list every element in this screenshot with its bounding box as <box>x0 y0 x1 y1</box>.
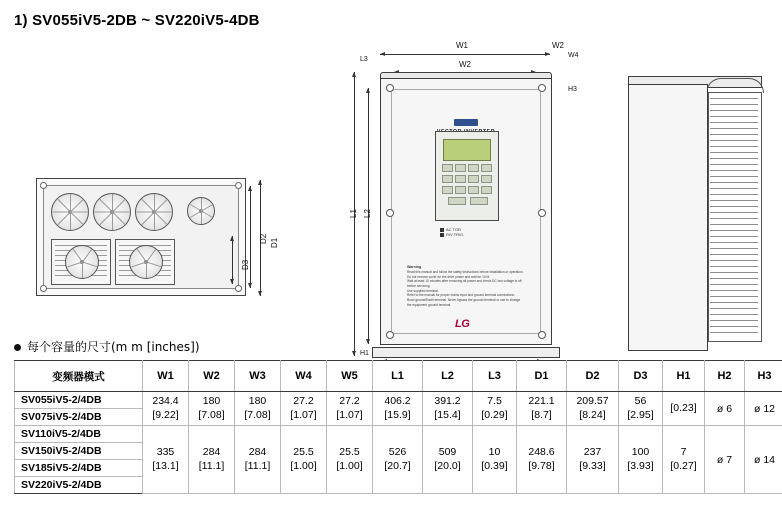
cell-d1: 248.6 [9.78] <box>517 426 567 494</box>
cell-h1: 7 [0.27] <box>663 426 705 494</box>
dim-label-w4: W4 <box>568 52 579 59</box>
warning-title: Warning <box>407 265 422 269</box>
col-header-d3: D3 <box>619 361 663 392</box>
dim-label-d3: D3 <box>241 259 250 270</box>
table-caption-text: 每个容量的尺寸(m m [inches]) <box>27 340 200 354</box>
dim-line-w1 <box>380 54 550 55</box>
cell-w1: 234.4 [9.22] <box>143 392 189 426</box>
col-header-d1: D1 <box>517 361 567 392</box>
cell-w2: 284 [11.1] <box>189 426 235 494</box>
front-view-base-bracket <box>372 347 560 358</box>
cell-l3: 10 [0.39] <box>473 426 517 494</box>
cooling-fan-icon <box>129 245 163 279</box>
dim-label-l3: L3 <box>360 56 368 63</box>
dim-label-h1: H1 <box>360 350 369 357</box>
dim-line-d3 <box>232 236 233 284</box>
cell-w1: 335 [13.1] <box>143 426 189 494</box>
warning-label <box>407 265 525 307</box>
bullet-icon <box>14 344 21 351</box>
warning-line: Refer to the manual for proper mains input and ground terminal connections. <box>407 293 515 298</box>
model-name: SV055iV5-2/4DB <box>15 392 143 409</box>
cell-w5: 27.2 [1.07] <box>327 392 373 426</box>
front-view-drawing <box>349 41 582 358</box>
cell-l1: 526 [20.7] <box>373 426 423 494</box>
col-header-l3: L3 <box>473 361 517 392</box>
cell-h1: [0.23] <box>663 392 705 426</box>
model-name: SV185iV5-2/4DB <box>15 460 143 477</box>
model-name: SV150iV5-2/4DB <box>15 443 143 460</box>
mount-screw <box>538 209 546 217</box>
keypad-buttons <box>442 164 492 214</box>
page-title: 1) SV055iV5-2DB ~ SV220iV5-4DB <box>14 12 260 29</box>
col-header-h3: H3 <box>745 361 782 392</box>
col-header-d2: D2 <box>567 361 619 392</box>
cell-l2: 391.2 [15.4] <box>423 392 473 426</box>
model-name: SV220iV5-2/4DB <box>15 477 143 494</box>
status-led-group <box>440 227 464 237</box>
warning-line: Do not remove cover for the drive power and wait for 10 M. <box>407 274 491 279</box>
side-view-drawing <box>610 58 770 358</box>
dim-label-d1: D1 <box>270 237 279 248</box>
dim-label-h3: H3 <box>568 86 577 93</box>
dim-label-w1: W1 <box>456 41 468 50</box>
cell-d1: 221.1 [8.7] <box>517 392 567 426</box>
top-view-drawing <box>28 166 278 306</box>
col-header-w5: W5 <box>327 361 373 392</box>
col-header-w4: W4 <box>281 361 327 392</box>
corner-hole <box>40 182 47 189</box>
corner-hole <box>235 182 242 189</box>
col-header-l2: L2 <box>423 361 473 392</box>
model-name: SV110iV5-2/4DB <box>15 426 143 443</box>
lcd-display <box>443 139 491 161</box>
cell-w3: 180 [7.08] <box>235 392 281 426</box>
cooling-fan-icon <box>65 245 99 279</box>
cell-w4: 27.2 [1.07] <box>281 392 327 426</box>
dim-line-d2 <box>250 186 251 288</box>
model-name: SV075iV5-2/4DB <box>15 409 143 426</box>
mount-screw <box>386 84 394 92</box>
keypad-panel <box>435 131 499 221</box>
cooling-fan-icon <box>93 193 131 231</box>
table-row <box>15 426 782 443</box>
warning-line: Bond ground/Earth terminal. Never bypass the ground terminal or use to change the equipment ground terminal. <box>407 298 521 307</box>
col-header-w1: W1 <box>143 361 189 392</box>
dim-label-w2-top: W2 <box>459 60 471 69</box>
table-caption <box>14 338 200 355</box>
dim-label-l1: L1 <box>349 209 358 218</box>
cell-d2: 237 [9.33] <box>567 426 619 494</box>
mount-screw <box>538 84 546 92</box>
cell-w2: 180 [7.08] <box>189 392 235 426</box>
warning-line: Use supplied terminal. <box>407 288 439 293</box>
cell-l2: 509 [20.0] <box>423 426 473 494</box>
mount-screw <box>538 331 546 339</box>
cell-h3: ø 12 <box>745 392 782 426</box>
cooling-fan-icon <box>51 193 89 231</box>
brand-badge <box>454 119 478 126</box>
cell-l1: 406.2 [15.9] <box>373 392 423 426</box>
col-header-h2: H2 <box>705 361 745 392</box>
corner-hole <box>40 285 47 292</box>
top-view-body <box>36 178 246 296</box>
corner-hole <box>235 285 242 292</box>
cell-w4: 25.5 [1.00] <box>281 426 327 494</box>
cell-d3: 56 [2.95] <box>619 392 663 426</box>
side-view-arc <box>706 78 764 93</box>
front-view-body <box>380 78 552 345</box>
cooling-fan-icon <box>187 197 215 225</box>
cell-h3: ø 14 <box>745 426 782 494</box>
table-row <box>15 392 782 409</box>
cell-h2: ø 7 <box>705 426 745 494</box>
col-header-w3: W3 <box>235 361 281 392</box>
cell-w3: 284 [11.1] <box>235 426 281 494</box>
led-label-2: RIV TRIG. <box>446 232 465 237</box>
dim-label-d2: D2 <box>259 233 268 244</box>
side-view-body <box>628 84 708 351</box>
heatsink-fins <box>710 98 758 334</box>
col-header-model: 变频器模式 <box>15 361 143 392</box>
cell-d3: 100 [3.93] <box>619 426 663 494</box>
cell-w5: 25.5 [1.00] <box>327 426 373 494</box>
led-label-1: AC TOR <box>446 227 461 232</box>
warning-line: Read this manual and follow the safety instructions before installation or operation. <box>407 270 524 275</box>
cooling-fan-icon <box>135 193 173 231</box>
col-header-h1: H1 <box>663 361 705 392</box>
table-header-row <box>15 361 782 392</box>
dim-label-w2: W2 <box>552 41 564 50</box>
warning-line: Wait at least 10 minutes after removing all power and check DC bus voltage is off before servicing. <box>407 279 522 289</box>
mount-screw <box>386 209 394 217</box>
lg-logo: LG <box>455 318 470 330</box>
cell-l3: 7.5 [0.29] <box>473 392 517 426</box>
mount-screw <box>386 331 394 339</box>
col-header-w2: W2 <box>189 361 235 392</box>
dimensions-table <box>14 360 782 494</box>
col-header-l1: L1 <box>373 361 423 392</box>
cell-d2: 209.57 [8.24] <box>567 392 619 426</box>
dim-label-l2: L2 <box>363 209 372 218</box>
cell-h2: ø 6 <box>705 392 745 426</box>
